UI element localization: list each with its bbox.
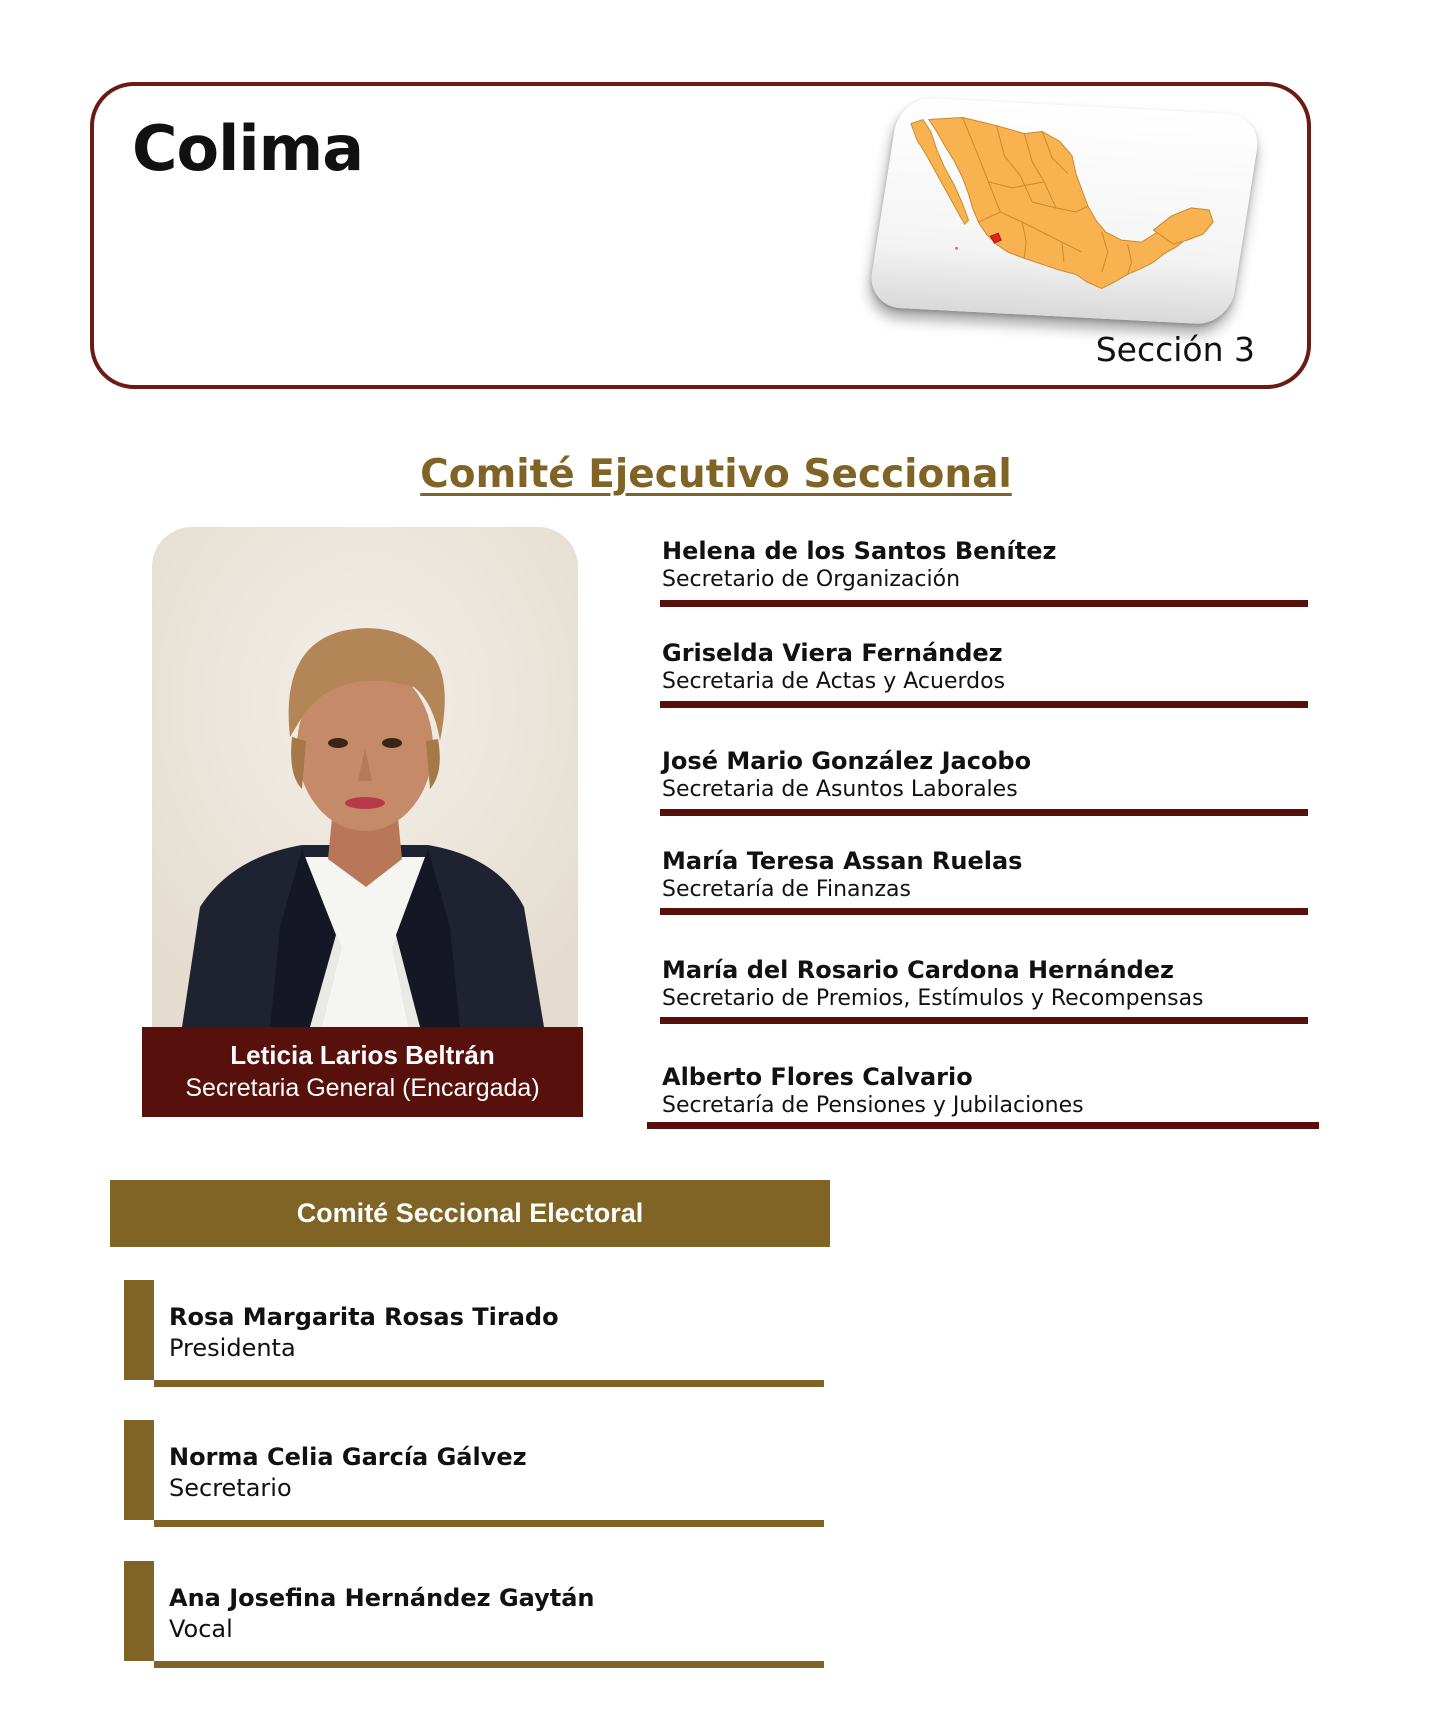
divider <box>154 1380 824 1387</box>
executive-committee-heading <box>0 452 1432 497</box>
executive-member <box>662 746 1310 804</box>
member-name: María Teresa Assan Ruelas <box>662 847 1023 875</box>
electoral-member <box>124 1280 824 1388</box>
member-name: Rosa Margarita Rosas Tirado <box>169 1303 559 1331</box>
executive-member <box>662 955 1310 1013</box>
executive-member <box>662 1062 1310 1120</box>
member-name: Helena de los Santos Benítez <box>662 537 1057 565</box>
member-name: Ana Josefina Hernández Gaytán <box>169 1584 595 1612</box>
member-role: Secretaría de Pensiones y Jubilaciones <box>662 1093 1084 1118</box>
member-role: Secretario de Organización <box>662 567 961 592</box>
mexico-map-icon <box>893 111 1236 310</box>
leader-caption <box>142 1027 583 1117</box>
executive-member <box>662 536 1310 594</box>
member-role: Secretario de Premios, Estímulos y Recompensas <box>662 986 1204 1011</box>
member-name: María del Rosario Cardona Hernández <box>662 956 1175 984</box>
header-box <box>90 82 1311 389</box>
state-title: Colima <box>132 112 364 185</box>
member-name: Griselda Viera Fernández <box>662 639 1003 667</box>
accent-bar <box>124 1280 154 1380</box>
member-name: José Mario González Jacobo <box>662 747 1032 775</box>
portrait-illustration <box>152 527 578 1027</box>
electoral-member <box>124 1420 824 1528</box>
accent-bar <box>124 1561 154 1661</box>
member-role: Secretario <box>169 1474 292 1502</box>
divider <box>660 600 1308 607</box>
divider <box>154 1661 824 1668</box>
divider <box>660 908 1308 915</box>
executive-committee-heading-text: Comité Ejecutivo Seccional <box>420 452 1012 497</box>
leader-photo <box>152 527 578 1027</box>
divider <box>647 1122 1319 1129</box>
electoral-committee-heading: Comité Seccional Electoral <box>110 1180 830 1247</box>
divider <box>660 701 1308 708</box>
member-name: Norma Celia García Gálvez <box>169 1443 527 1471</box>
member-name: Alberto Flores Calvario <box>662 1063 973 1091</box>
divider <box>154 1520 824 1527</box>
divider <box>660 1017 1308 1024</box>
divider <box>660 809 1308 816</box>
electoral-member <box>124 1561 824 1669</box>
executive-member <box>662 846 1310 904</box>
member-role: Secretaria de Asuntos Laborales <box>662 777 1018 802</box>
member-role: Presidenta <box>169 1334 296 1362</box>
member-role: Secretaría de Finanzas <box>662 877 911 902</box>
section-label: Sección 3 <box>1095 330 1255 369</box>
executive-member <box>662 638 1310 696</box>
accent-bar <box>124 1420 154 1520</box>
leader-name: Leticia Larios Beltrán <box>230 1040 495 1070</box>
member-role: Secretaria de Actas y Acuerdos <box>662 669 1006 694</box>
leader-role: Secretaria General (Encargada) <box>185 1074 540 1102</box>
mexico-map-card <box>867 97 1263 326</box>
member-role: Vocal <box>169 1615 233 1643</box>
